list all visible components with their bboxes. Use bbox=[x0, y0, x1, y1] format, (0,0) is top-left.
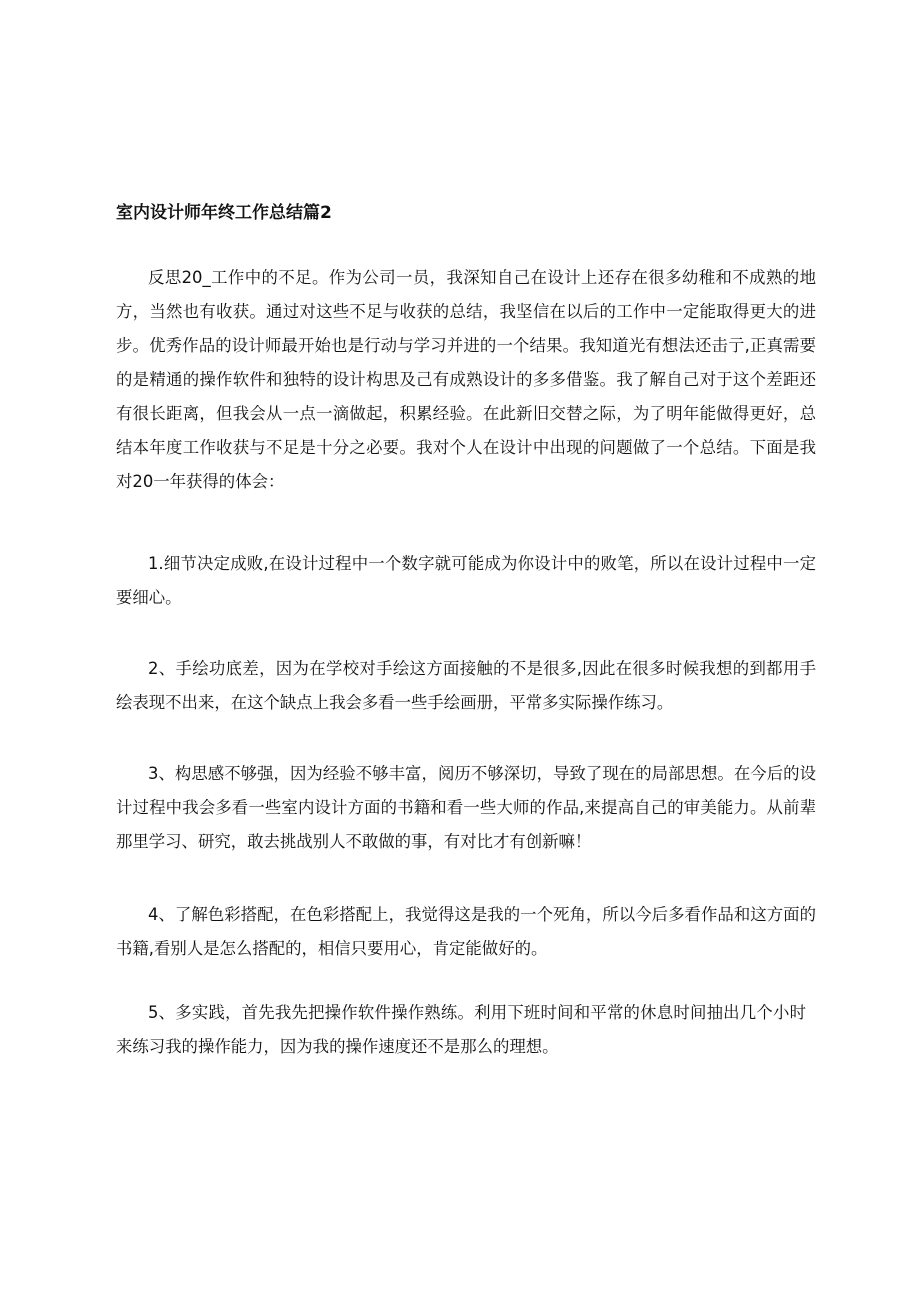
paragraph-point-1: 1.细节决定成败,在设计过程中一个数字就可能成为你设计中的败笔，所以在设计过程中一定要细心。 bbox=[116, 554, 816, 607]
paragraph-point-4: 4、了解色彩搭配，在色彩搭配上，我觉得这是我的一个死角，所以今后多看作品和这方面的书籍,看别人是怎么搭配的，相信只要用心，肯定能做好的。 bbox=[116, 905, 816, 958]
paragraph-point-5: 5、多实践，首先我先把操作软件操作熟练。利用下班时间和平常的休息时间抽出几个小时来练习我的操作能力，因为我的操作速度还不是那么的理想。 bbox=[116, 1003, 806, 1056]
paragraph-point-3: 3、构思感不够强，因为经验不够丰富，阅历不够深切，导致了现在的局部思想。在今后的设计过程中我会多看一些室内设计方面的书籍和看一些大师的作品,来提高自己的审美能力。从前辈那里学习、研究，敢去挑战别人不敢做的事，有对比才有创新嘛！ bbox=[116, 764, 816, 851]
document-title: 室内设计师年终工作总结篇2 bbox=[116, 203, 332, 223]
paragraph-reflection: 反思20_工作中的不足。作为公司一员，我深知自己在设计上还存在很多幼稚和不成熟的地方，当然也有收获。通过对这些不足与收获的总结，我坚信在以后的工作中一定能取得更大的进步。优秀作品的设计师最开始也是行动与学习并进的一个结果。我知道光有想法还击亍,正真需要的是精通的操作软件和独特的设计构思及己有成熟设计的多多借鉴。我了解自己对于这个差距还有很长距离，但我会从一点一滴做起，积累经验。在此新旧交替之际，为了明年能做得更好，总结本年度工作收获与不足是十分之必要。我对个人在设计中出现的问题做了一个总结。下面是我对20一年获得的体会： bbox=[116, 268, 816, 491]
paragraph-point-2: 2、手绘功底差，因为在学校对手绘这方面接触的不是很多,因此在很多时候我想的到都用手绘表现不出来，在这个缺点上我会多看一些手绘画册，平常多实际操作练习。 bbox=[116, 659, 816, 712]
